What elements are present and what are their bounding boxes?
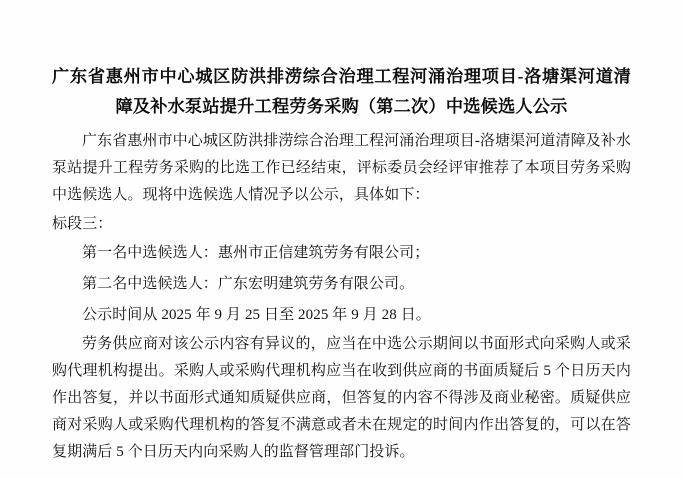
publicity-period: 公示时间从 2025 年 9 月 25 日至 2025 年 9 月 28 日。: [82, 307, 431, 323]
paragraph-intro: 广东省惠州市中心城区防洪排涝综合治理工程河涌治理项目-洛塘渠河道清障及补水泵站提升工程劳务采购的比选工作已经结束，评标委员会经评审推荐了本项目劳务采购中选候选人。现将中选候选人情况予以公示，具体如下：: [52, 133, 631, 203]
objection-notice: 劳务供应商对该公示内容有异议的，应当在中选公示期间以书面形式向采购人或采购代理机构提出。采购人或采购代理机构应当在收到供应商的书面质疑后 5 个日历天内作出答复，并以书面形式通知质疑供应商，但答复的内容不得涉及商业秘密。质疑供应商对采购人或采购代理机构的答复不满意或者未在规定的时间内作出答复的，可以在答复期满后 5 个日历天内向采购人的监督管理部门投诉。: [52, 336, 631, 460]
candidate-first-place: 第一名中选候选人：惠州市正信建筑劳务有限公司；: [82, 245, 430, 261]
page-title: 广东省惠州市中心城区防洪排涝综合治理工程河涌治理项目-洛塘渠河道清障及补水泵站提升工程劳务采购（第二次）中选候选人公示: [52, 67, 631, 116]
candidate-second-place: 第二名中选候选人：广东宏明建筑劳务有限公司。: [82, 276, 415, 292]
section-label-lot-three: 标段三：: [52, 216, 113, 232]
